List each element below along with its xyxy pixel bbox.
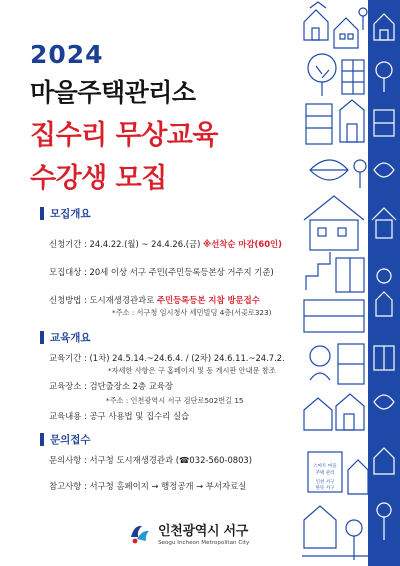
decor-label-2: 주택 관리 [315,471,335,476]
strip-pattern [368,0,400,566]
section-marker [40,331,44,344]
education-period-note: *자세한 사항은 구 홈페이지 및 동 게시판 안내문 참조 [108,366,276,375]
inquiry-row: 문의사항 : 서구청 도시재생경관과 (☎032-560-0803) [49,455,253,465]
section-recruit-title: 모집개요 [50,208,91,220]
education-place-row: 교육장소 : 검단출장소 2층 교육장 [49,381,173,391]
title-year: 2024 [30,40,104,69]
apply-period-note: ※선착순 마감(60인) [203,239,282,249]
footer-logo-block [128,520,249,546]
education-content-row: 교육내용 : 공구 사용법 및 집수리 실습 [49,411,190,421]
section-contact-title: 문의접수 [50,434,91,446]
method-row [49,294,260,306]
title-line-2: 집수리 무상교육 [30,120,218,151]
section-recruit-heading [40,206,91,221]
org-name-korean: 인천광역시 서구 [158,524,249,539]
decor-label-3: 인천 서구 [315,480,335,485]
apply-period-label: 신청기간 : [49,239,90,249]
blue-side-strip [368,0,400,566]
poster-title-block [30,40,218,195]
education-place-note: *주소 : 인천광역시 서구 검단로502번길 15 [106,396,244,405]
decor-label-4: 한뜻 서구 [315,486,335,491]
title-line-3: 수강생 모집 [30,163,167,194]
decor-label-1: 스마트 마을 [313,464,337,469]
apply-period-row [49,238,282,250]
section-education-heading [40,330,91,345]
section-education-title: 교육개요 [50,332,91,344]
target-row: 모집대상 : 20세 이상 서구 주민(주민등록등본상 거주지 기준) [49,267,274,277]
section-contact-heading [40,432,91,447]
reference-row: 참고사항 : 서구청 홈페이지 → 행정공개 → 부서자료실 [49,481,247,491]
section-marker [40,207,44,220]
incheon-seogu-logo-icon [128,521,152,545]
method-label: 신청방법 : 도시재생경관과로 [49,295,157,305]
method-address-note: *주소 : 서구청 임시청사 세민빌딩 4층(서곶로323) [112,308,272,317]
org-name-english: Seogu Incheon Metropolitan City [158,540,250,546]
education-period-row: 교육기간 : (1차) 24.5.14.~24.6.4. / (2차) 24.6.11.~24.7.2. [49,353,285,363]
title-line-1: 마을주택관리소 [30,78,196,107]
section-marker [40,433,44,446]
method-highlight: 주민등록등본 지참 방문접수 [156,295,260,305]
apply-period-value: 24.4.22.(월) ~ 24.4.26.(금) [89,239,201,249]
